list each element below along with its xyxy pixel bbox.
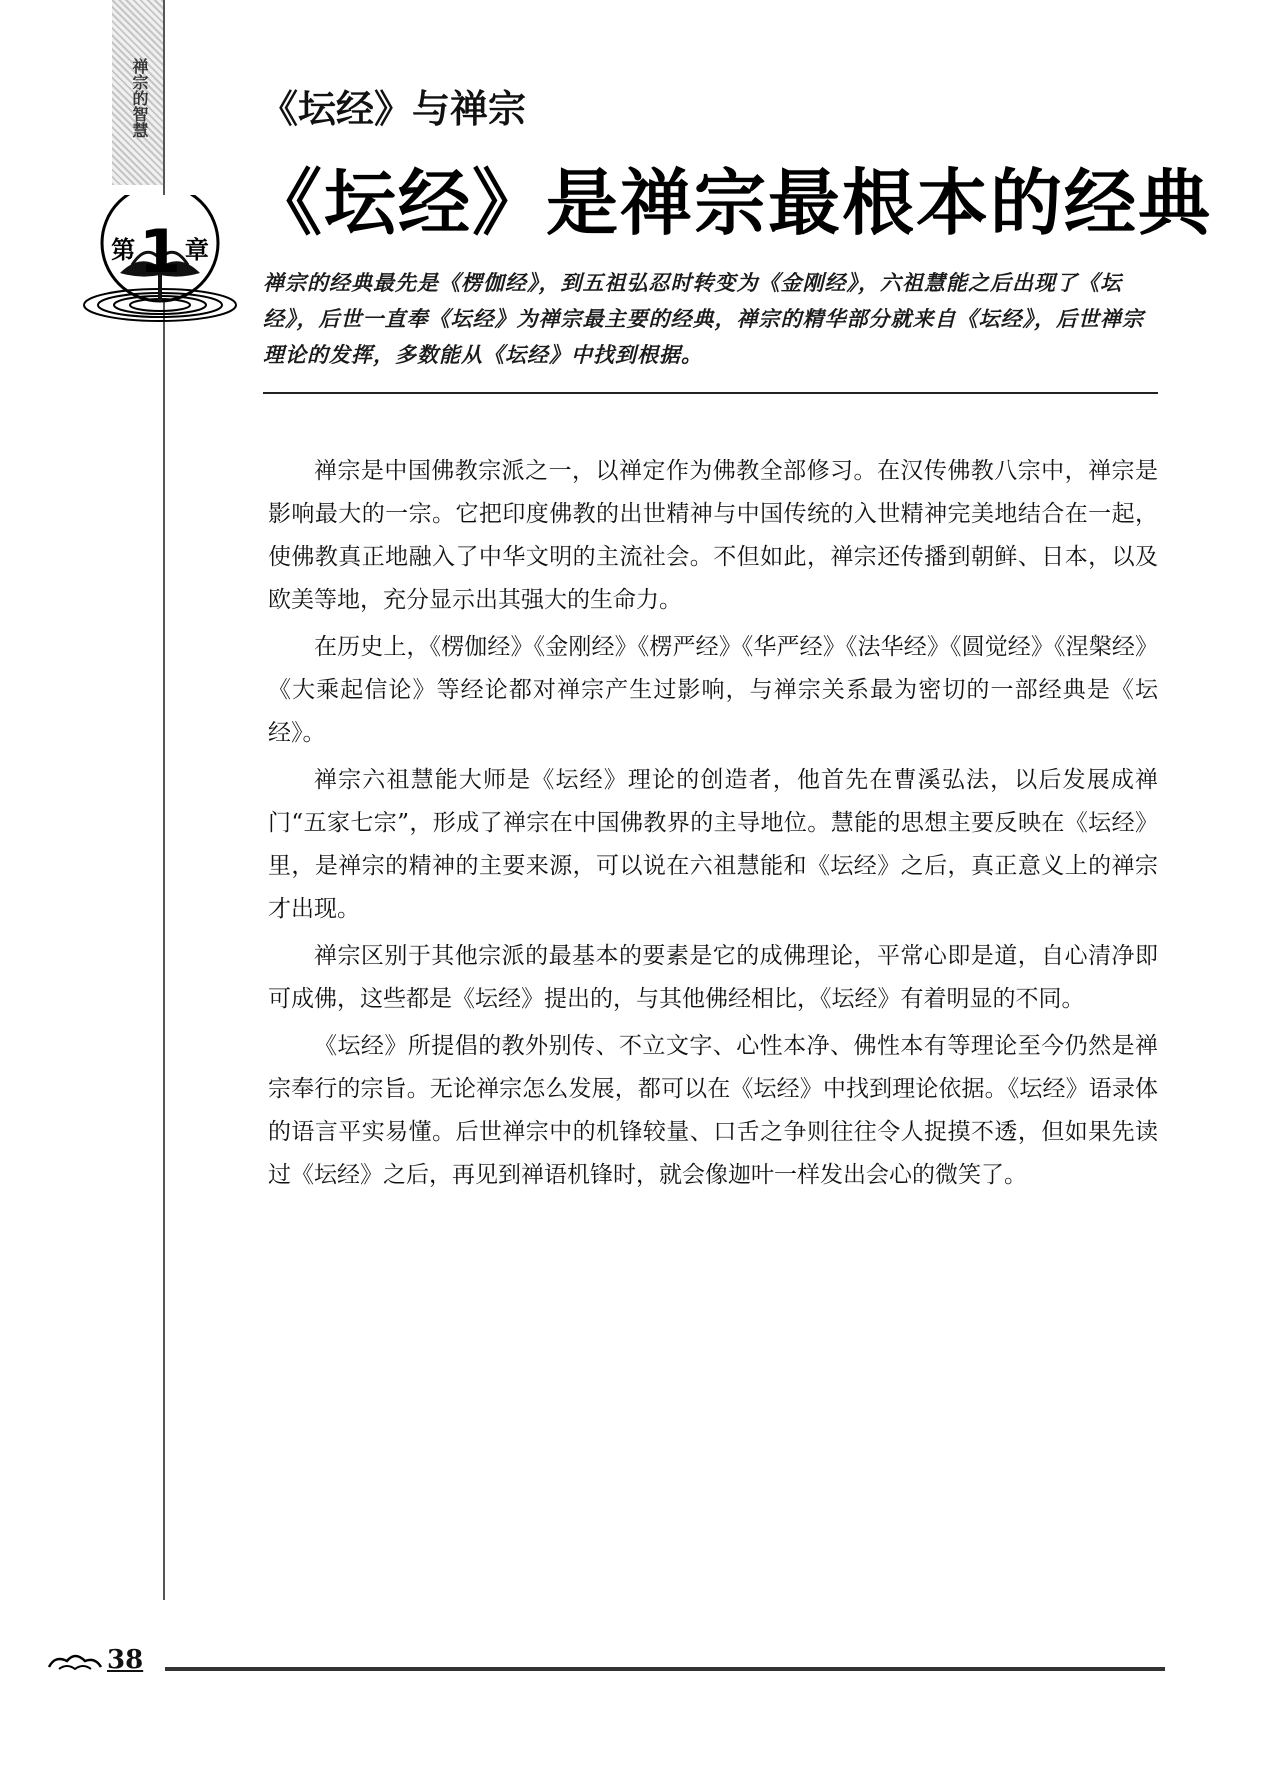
chapter-badge — [80, 195, 240, 370]
chapter-prefix: 第 — [111, 236, 136, 264]
page-number: 38 — [107, 1645, 144, 1675]
chapter-label — [80, 217, 240, 287]
sidebar-vertical-label: 禅宗的智慧 — [130, 58, 149, 138]
footer-rule — [165, 1667, 1165, 1671]
intro-divider — [263, 392, 1158, 394]
page-footer — [45, 1645, 1165, 1685]
body-paragraph: 禅宗六祖慧能大师是《坛经》理论的创造者，他首先在曹溪弘法，以后发展成禅门“五家七宗”，形成了禅宗在中国佛教界的主导地位。慧能的思想主要反映在《坛经》里，是禅宗的精神的主要来源，可以说在六祖慧能和《坛经》之后，真正意义上的禅宗才出现。 — [268, 767, 1158, 922]
page-title: 《坛经》是禅宗最根本的经典 — [250, 161, 1213, 245]
cloud-ornament-icon — [45, 1649, 105, 1677]
body-paragraph: 《坛经》所提倡的教外别传、不立文字、心性本净、佛性本有等理论至今仍然是禅宗奉行的宗旨。无论禅宗怎么发展，都可以在《坛经》中找到理论依据。《坛经》语录体的语言平实易懂。后世禅宗中的机锋较量、口舌之争则往往令人捉摸不透，但如果先读过《坛经》之后，再见到禅语机锋时，就会像迦叶一样发出会心的微笑了。 — [268, 1033, 1158, 1188]
chapter-suffix: 章 — [184, 236, 209, 264]
body-text — [268, 450, 1158, 1201]
intro-summary: 禅宗的经典最先是《楞伽经》，到五祖弘忍时转变为《金刚经》，六祖慧能之后出现了《坛经》，后世一直奉《坛经》为禅宗最主要的经典，禅宗的精华部分就来自《坛经》，后世禅宗理论的发挥，多数能从《坛经》中找到根据。 — [263, 270, 1144, 367]
chapter-number: 1 — [139, 217, 181, 287]
body-paragraph: 在历史上，《楞伽经》《金刚经》《楞严经》《华严经》《法华经》《圆觉经》《涅槃经》《大乘起信论》等经论都对禅宗产生过影响，与禅宗关系最为密切的一部经典是《坛经》。 — [268, 634, 1158, 746]
body-paragraph: 禅宗是中国佛教宗派之一，以禅定作为佛教全部修习。在汉传佛教八宗中，禅宗是影响最大的一宗。它把印度佛教的出世精神与中国传统的入世精神完美地结合在一起，使佛教真正地融入了中华文明的主流社会。不但如此，禅宗还传播到朝鲜、日本，以及欧美等地，充分显示出其强大的生命力。 — [268, 458, 1158, 613]
body-paragraph: 禅宗区别于其他宗派的最基本的要素是它的成佛理论，平常心即是道，自心清净即可成佛，这些都是《坛经》提出的，与其他佛经相比，《坛经》有着明显的不同。 — [268, 943, 1158, 1012]
section-name: 《坛经》与禅宗 — [260, 86, 527, 131]
